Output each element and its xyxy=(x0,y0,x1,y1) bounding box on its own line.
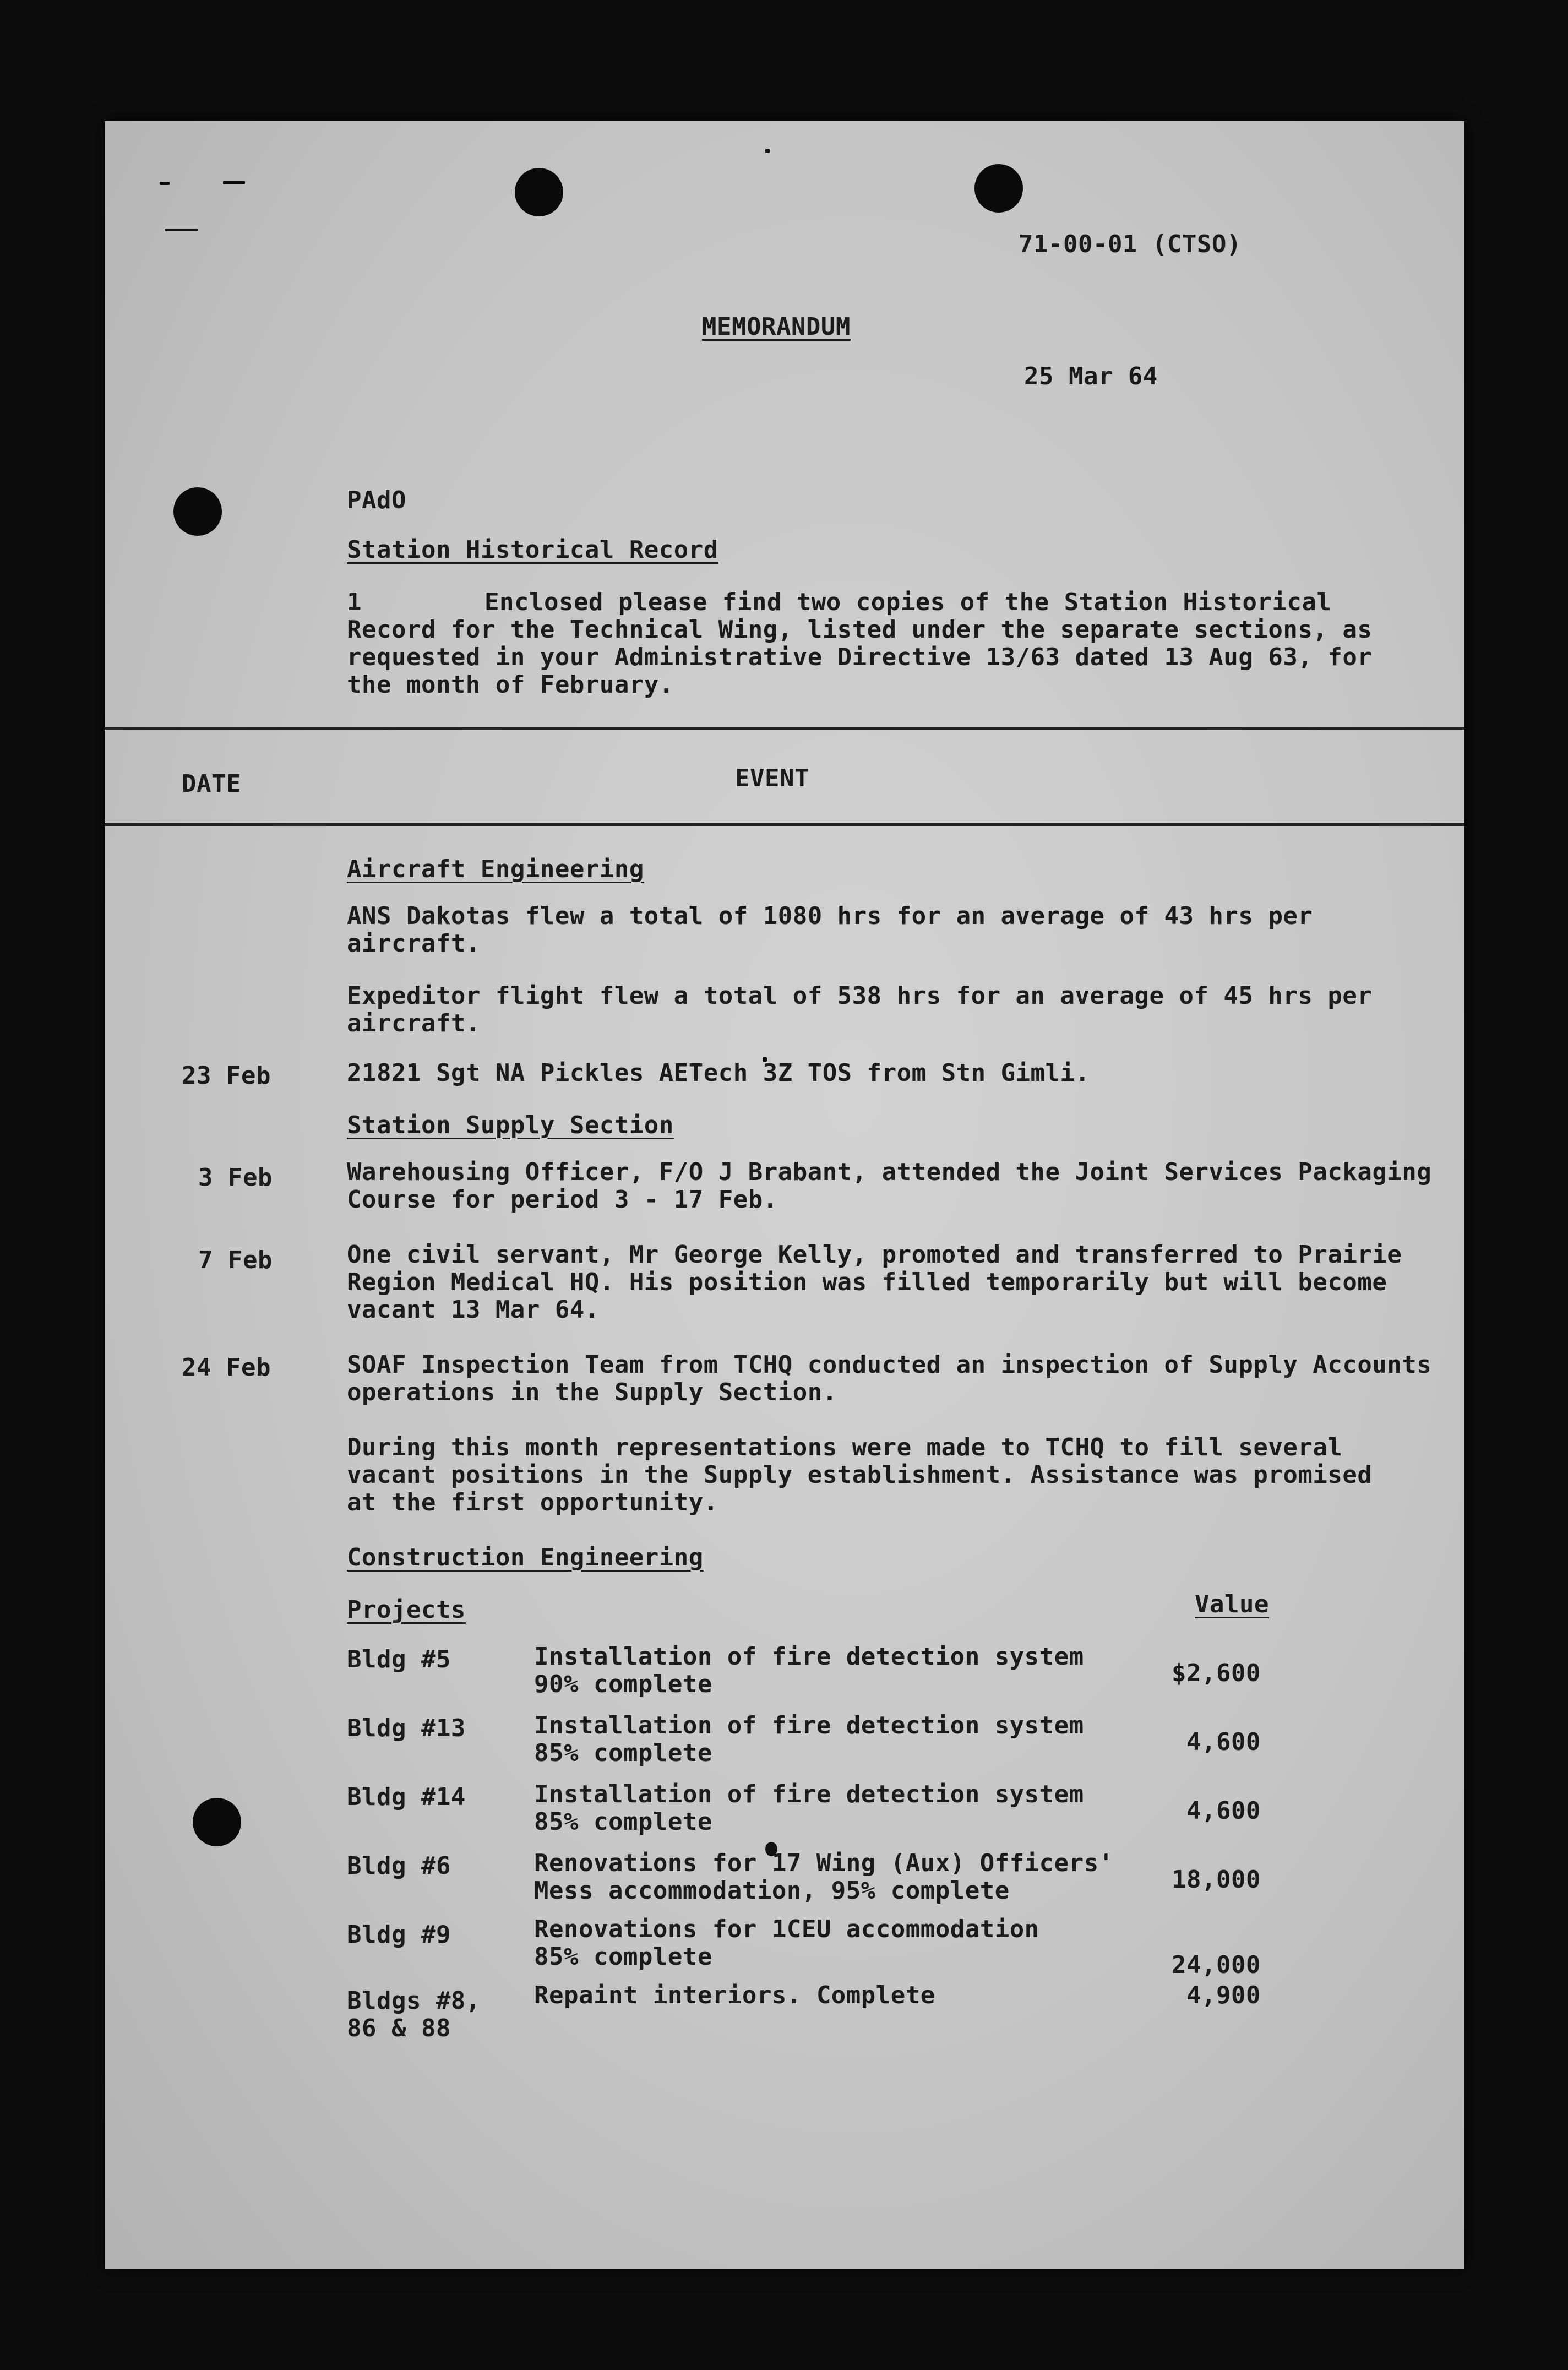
event-line: operations in the Supply Section. xyxy=(347,1378,837,1406)
subject-heading: Station Historical Record xyxy=(347,536,718,564)
project-description: 90% complete xyxy=(534,1670,712,1698)
event-line: Warehousing Officer, F/O J Brabant, attended the Joint Services Packaging xyxy=(347,1158,1432,1186)
project-building: 86 & 88 xyxy=(347,2014,451,2042)
event-line: vacant positions in the Supply establishment. Assistance was promised xyxy=(347,1461,1373,1489)
intro-line: the month of February. xyxy=(347,671,674,699)
punch-hole-side-upper xyxy=(173,487,222,536)
project-building: Bldg #9 xyxy=(347,1921,451,1949)
memorandum-page xyxy=(105,121,1464,2269)
event-date: 24 Feb xyxy=(182,1353,271,1382)
document-type-title: MEMORANDUM xyxy=(702,313,851,341)
ink-speck xyxy=(165,229,198,231)
project-building: Bldgs #8, xyxy=(347,1987,481,2015)
project-description: 85% complete xyxy=(534,1739,712,1767)
project-value: 4,600 xyxy=(1186,1728,1261,1756)
event-line: SOAF Inspection Team from TCHQ conducted an inspection of Supply Accounts xyxy=(347,1351,1432,1379)
project-value: $2,600 xyxy=(1172,1659,1261,1687)
project-description: Installation of fire detection system xyxy=(534,1643,1084,1671)
event-line: aircraft. xyxy=(347,929,481,958)
project-description: Mess accommodation, 95% complete xyxy=(534,1877,1010,1905)
project-value: 4,900 xyxy=(1186,1981,1261,2009)
event-line: vacant 13 Mar 64. xyxy=(347,1296,600,1324)
ink-speck xyxy=(223,181,245,184)
project-description: Renovations for 1CEU accommodation xyxy=(534,1915,1039,1943)
intro-line: requested in your Administrative Directive 13/63 dated 13 Aug 63, for xyxy=(347,643,1373,671)
project-description: Installation of fire detection system xyxy=(534,1711,1084,1740)
project-description: Renovations for 17 Wing (Aux) Officers' xyxy=(534,1849,1114,1877)
project-value: 4,600 xyxy=(1186,1797,1261,1825)
project-building: Bldg #13 xyxy=(347,1714,466,1742)
event-line: Region Medical HQ. His position was filled temporarily but will become xyxy=(347,1268,1387,1296)
event-line: 21821 Sgt NA Pickles AETech 3Z TOS from Stn Gimli. xyxy=(347,1059,1090,1087)
project-building: Bldg #5 xyxy=(347,1645,451,1673)
event-line: at the first opportunity. xyxy=(347,1488,718,1516)
event-date: 7 Feb xyxy=(198,1246,273,1274)
addressee: PAdO xyxy=(347,486,406,514)
project-description: 85% complete xyxy=(534,1808,712,1836)
intro-line: Enclosed please find two copies of the Station Historical xyxy=(484,588,1332,616)
table-rule-bottom xyxy=(105,823,1464,826)
station-supply-heading: Station Supply Section xyxy=(347,1111,674,1139)
aircraft-engineering-heading: Aircraft Engineering xyxy=(347,855,644,883)
project-value: 18,000 xyxy=(1172,1866,1261,1894)
project-description: 85% complete xyxy=(534,1943,712,1971)
event-line: One civil servant, Mr George Kelly, promoted and transferred to Prairie xyxy=(347,1241,1402,1269)
event-line: ANS Dakotas flew a total of 1080 hrs for an average of 43 hrs per xyxy=(347,902,1313,930)
ink-speck xyxy=(765,149,770,153)
punch-hole-top-left xyxy=(515,168,563,216)
construction-engineering-heading: Construction Engineering xyxy=(347,1543,704,1572)
project-description: Repaint interiors. Complete xyxy=(534,1981,935,2009)
table-rule-top xyxy=(105,727,1464,730)
memo-date: 25 Mar 64 xyxy=(1024,362,1158,390)
project-value: 24,000 xyxy=(1172,1951,1261,1979)
date-column-header: DATE xyxy=(182,770,241,798)
intro-line: Record for the Technical Wing, listed under the separate sections, as xyxy=(347,616,1373,644)
project-building: Bldg #6 xyxy=(347,1852,451,1880)
punch-hole-top-right xyxy=(974,164,1023,213)
paragraph-number: 1 xyxy=(347,588,362,616)
value-label: Value xyxy=(1195,1590,1269,1618)
ink-speck xyxy=(160,182,170,185)
event-line: Course for period 3 - 17 Feb. xyxy=(347,1186,778,1214)
project-building: Bldg #14 xyxy=(347,1783,466,1811)
event-date: 3 Feb xyxy=(198,1164,273,1192)
event-line: Expeditor flight flew a total of 538 hrs for an average of 45 hrs per xyxy=(347,982,1373,1010)
project-description: Installation of fire detection system xyxy=(534,1780,1084,1808)
event-date: 23 Feb xyxy=(182,1062,271,1090)
projects-label: Projects xyxy=(347,1596,466,1624)
event-column-header: EVENT xyxy=(735,764,809,792)
event-line: During this month representations were made to TCHQ to fill several xyxy=(347,1433,1343,1461)
punch-hole-side-lower xyxy=(193,1798,241,1846)
file-reference: 71-00-01 (CTSO) xyxy=(1019,230,1242,258)
event-line: aircraft. xyxy=(347,1009,481,1037)
